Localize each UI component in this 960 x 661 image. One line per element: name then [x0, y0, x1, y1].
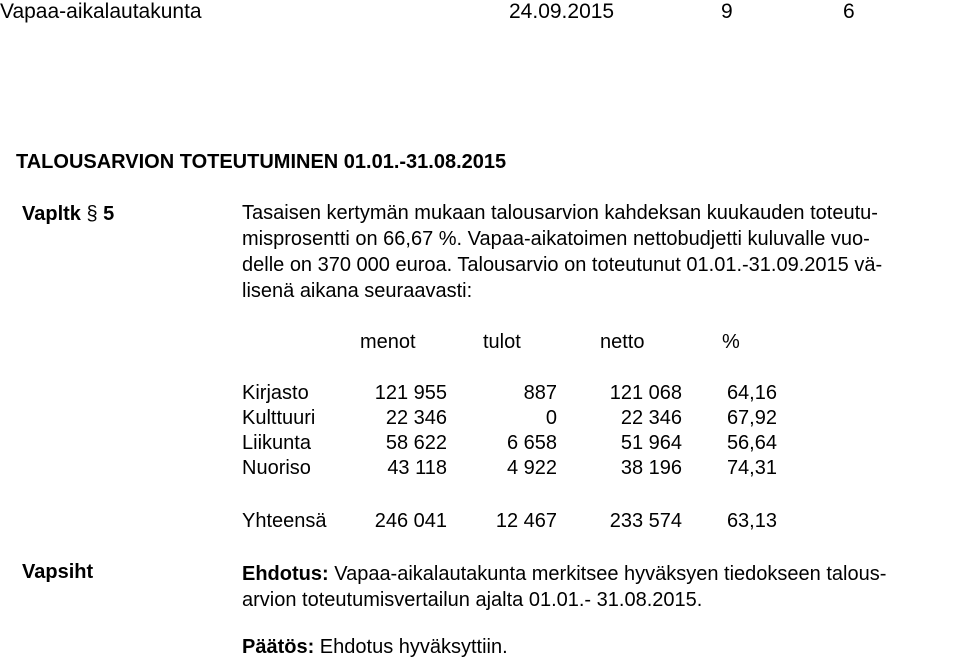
item-body-line-2: misprosentti on 66,67 %. Vapaa-aikatoimen nettobudjetti kuluvalle vuo-: [242, 228, 870, 250]
item-body-line-1: Tasaisen kertymän mukaan talousarvion kahdeksan kuukauden toteutu-: [242, 202, 878, 224]
item-body-line-3: delle on 370 000 euroa. Talousarvio on toteutunut 01.01.-31.09.2015 vä-: [242, 254, 883, 276]
row-name: Kirjasto: [242, 382, 309, 404]
column-header-tulot: tulot: [483, 331, 521, 353]
item-label-prefix: Vapltk: [22, 203, 81, 225]
decision-line: [242, 634, 508, 660]
row-tulot: 4 922: [506, 457, 557, 479]
row-menot: 22 346: [385, 407, 447, 429]
proposal-line-1: [242, 561, 886, 587]
decision-lead: Päätös:: [242, 636, 315, 658]
row-percent: 56,64: [726, 432, 777, 454]
row-netto: 22 346: [620, 407, 682, 429]
row-menot: 43 118: [387, 457, 447, 479]
row-percent: 67,92: [726, 407, 777, 429]
row-netto: 38 196: [620, 457, 682, 479]
row-netto: 51 964: [620, 432, 682, 454]
row-name: Liikunta: [242, 432, 311, 454]
header-page-number: 6: [843, 0, 855, 23]
proposal-lead: Ehdotus:: [242, 563, 329, 585]
row-tulot: 6 658: [506, 432, 557, 454]
total-menot: 246 041: [374, 510, 447, 532]
row-menot: 121 955: [374, 382, 447, 404]
total-percent: 63,13: [726, 510, 777, 532]
section-sign: §: [86, 203, 98, 225]
row-percent: 64,16: [726, 382, 777, 404]
row-tulot: 0: [545, 407, 557, 429]
row-name: Nuoriso: [242, 457, 311, 479]
header-org: Vapaa-aikalautakunta: [0, 0, 202, 23]
column-header-menot: menot: [360, 331, 416, 353]
proposal-line-2: arvion toteutumisvertailun ajalta 01.01.- 31.08.2015.: [242, 589, 703, 611]
total-netto: 233 574: [609, 510, 682, 532]
header-section-number: 9: [721, 0, 733, 23]
column-header-percent: %: [722, 331, 740, 353]
total-name: Yhteensä: [242, 510, 327, 532]
item-label-number: 5: [103, 203, 115, 225]
document-title: TALOUSARVION TOTEUTUMINEN 01.01.-31.08.2015: [16, 151, 507, 173]
decision-text: Ehdotus hyväksyttiin.: [314, 636, 508, 658]
row-tulot: 887: [523, 382, 557, 404]
proposal-text-1: Vapaa-aikalautakunta merkitsee hyväksyen tiedokseen talous-: [328, 563, 887, 585]
item-label: [22, 203, 114, 226]
column-header-netto: netto: [600, 331, 645, 353]
item-body-line-4: lisenä aikana seuraavasti:: [242, 280, 473, 302]
proposal-label: Vapsiht: [22, 561, 94, 583]
row-percent: 74,31: [726, 457, 777, 479]
total-tulot: 12 467: [495, 510, 557, 532]
row-name: Kulttuuri: [242, 407, 316, 429]
row-menot: 58 622: [385, 432, 447, 454]
header-date: 24.09.2015: [509, 0, 615, 23]
row-netto: 121 068: [609, 382, 682, 404]
